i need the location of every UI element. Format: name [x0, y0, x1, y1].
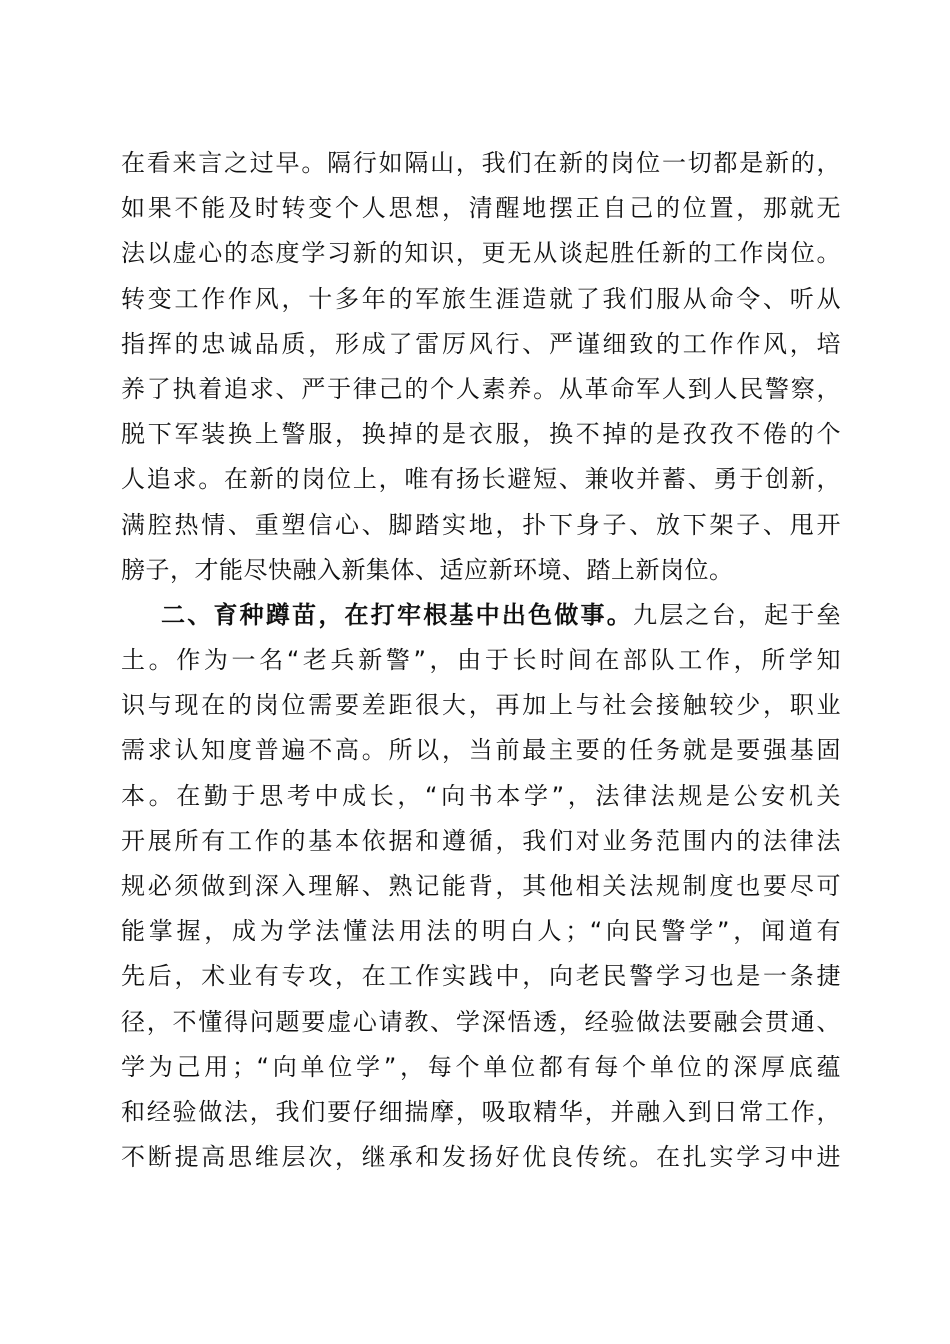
text-line: 需求认知度普遍不高。所以，当前最主要的任务就是要强基固: [121, 736, 841, 765]
text-line: 本。在勤于思考中成长，“向书本学”，法律法规是公安机关: [121, 781, 841, 810]
text-line: 转变工作作风，十多年的军旅生涯造就了我们服从命令、听从: [121, 284, 841, 313]
text-line: 满腔热情、重塑信心、脚踏实地，扑下身子、放下架子、甩开: [121, 510, 841, 539]
text-line: 径，不懂得问题要虚心请教、学深悟透，经验做法要融会贯通、: [121, 1007, 841, 1036]
document-body: [121, 141, 841, 1180]
section-heading-line: [121, 593, 841, 638]
text-line: 法以虚心的态度学习新的知识，更无从谈起胜任新的工作岗位。: [121, 239, 841, 268]
text-line: 养了执着追求、严于律己的个人素养。从革命军人到人民警察，: [121, 374, 841, 403]
text-line: 规必须做到深入理解、熟记能背，其他相关法规制度也要尽可: [121, 872, 841, 900]
text-line: 脱下军装换上警服，换掉的是衣服，换不掉的是孜孜不倦的个: [121, 420, 841, 449]
text-line: 如果不能及时转变个人思想，清醒地摆正自己的位置，那就无: [121, 194, 841, 223]
text-line: 指挥的忠诚品质，形成了雷厉风行、严谨细致的工作作风，培: [121, 329, 841, 358]
text-line: 能掌握，成为学法懂法用法的明白人；“向民警学”，闻道有: [121, 917, 841, 946]
text-line: 不断提高思维层次，继承和发扬好优良传统。在扎实学习中进: [121, 1143, 841, 1172]
section-heading: 二、育种蹲苗，在打牢根基中出色做事。: [161, 600, 633, 629]
text-line: 在看来言之过早。隔行如隔山，我们在新的岗位一切都是新的，: [121, 149, 841, 177]
text-line: 土。作为一名“老兵新警”，由于长时间在部队工作，所学知: [121, 646, 841, 675]
text-line: 人追求。在新的岗位上，唯有扬长避短、兼收并蓄、勇于创新，: [121, 465, 841, 494]
text-line: 学为己用；“向单位学”，每个单位都有每个单位的深厚底蕴: [121, 1052, 841, 1081]
text-line: 和经验做法，我们要仔细揣摩，吸取精华，并融入到日常工作，: [121, 1097, 841, 1126]
text-line: 膀子，才能尽快融入新集体、适应新环境、踏上新岗位。: [121, 555, 734, 584]
text-line: 开展所有工作的基本依据和遵循，我们对业务范围内的法律法: [121, 826, 841, 855]
text-line: 先后，术业有专攻，在工作实践中，向老民警学习也是一条捷: [121, 962, 841, 991]
text-line: 识与现在的岗位需要差距很大，再加上与社会接触较少，职业: [121, 691, 841, 720]
heading-line-text: 九层之台，起于垒: [632, 600, 842, 629]
